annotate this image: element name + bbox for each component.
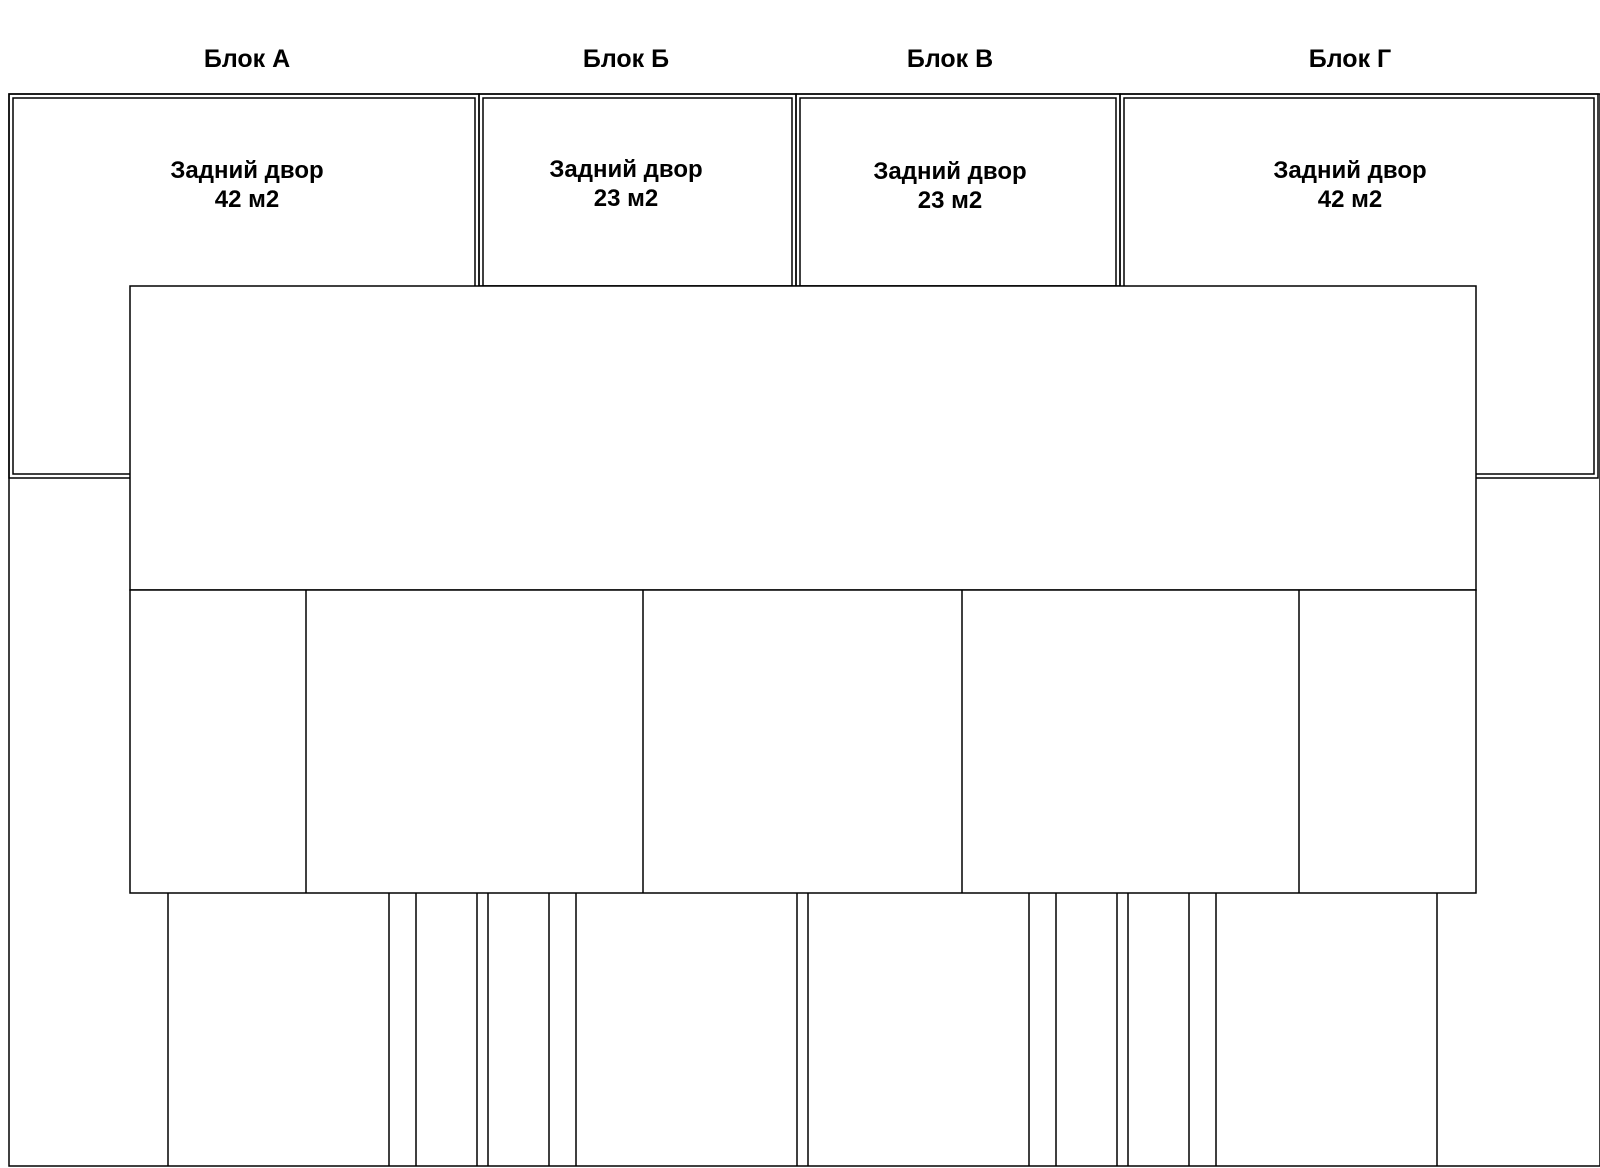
yard-b-label: Задний двор	[549, 156, 703, 183]
yard-d-area: 42 м2	[1317, 186, 1383, 213]
yard-b-area: 23 м2	[593, 185, 659, 212]
building-lower	[130, 590, 1476, 893]
block-c-title: Блок В	[906, 45, 994, 73]
block-a-title: Блок А	[203, 45, 291, 73]
block-d-title: Блок Г	[1308, 45, 1392, 73]
yard-a-label: Задний двор	[170, 157, 324, 184]
plan-lines	[9, 94, 1600, 1166]
block-b-title: Блок Б	[582, 45, 670, 73]
yard-c-label: Задний двор	[873, 158, 1027, 185]
yard-a-area: 42 м2	[214, 186, 280, 213]
building-upper	[130, 286, 1476, 590]
yard-d-label: Задний двор	[1273, 157, 1427, 184]
yard-c-area: 23 м2	[917, 187, 983, 214]
